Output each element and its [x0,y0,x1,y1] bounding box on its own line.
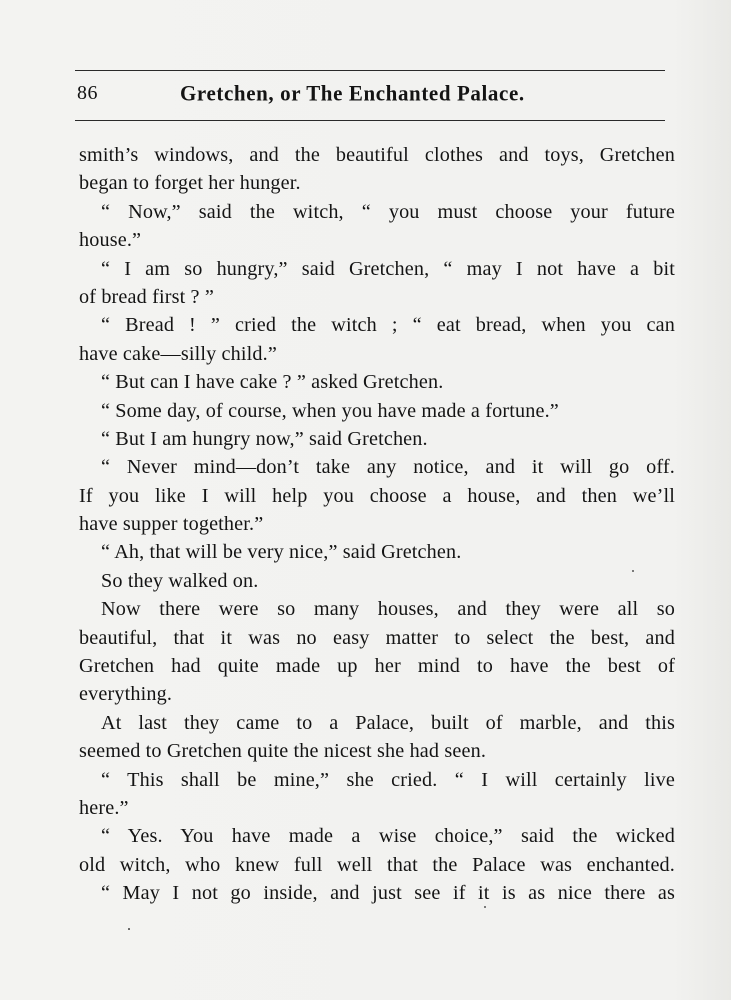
text-line: “ But can I have cake ? ” asked Gretchen. [101,371,444,394]
text-line: seemed to Gretchen quite the nicest she had seen. [79,740,487,763]
text-line: “ Bread ! ” cried the witch ; “ eat bread, when you can [101,314,675,337]
paper-speck [128,928,130,930]
body-text [79,141,675,908]
text-line: have supper together.” [79,513,264,536]
text-line: house.” [79,229,142,252]
header-top-rule [75,70,665,71]
text-line: If you like I will help you choose a house, and then we’ll [79,484,675,507]
text-line: “ Some day, of course, when you have made a fortune.” [101,399,559,422]
header-bottom-rule [75,120,665,121]
paper-speck [632,570,634,572]
text-line: beautiful, that it was no easy matter to select the best, and [79,626,675,649]
text-line: “ But I am hungry now,” said Gretchen. [101,427,428,450]
text-line: “ Never mind—don’t take any notice, and it will go off. [101,456,675,479]
text-line: have cake—silly child.” [79,342,277,365]
text-line: of bread first ? ” [79,285,214,308]
text-line: “ Yes. You have made a wise choice,” said the wicked [101,825,675,848]
text-line: old witch, who knew full well that the Palace was enchanted. [79,853,675,876]
text-line: So they walked on. [101,569,259,592]
text-line: “ I am so hungry,” said Gretchen, “ may I not have a bit [101,257,675,280]
text-line: began to forget her hunger. [79,172,301,195]
running-title: Gretchen, or The Enchanted Palace. [180,80,525,106]
running-head [75,80,665,110]
text-line: Now there were so many houses, and they were all so [101,598,675,621]
text-line: “ Ah, that will be very nice,” said Gretchen. [101,541,462,564]
page-number: 86 [77,82,98,104]
text-line: everything. [79,683,173,706]
text-line: smith’s windows, and the beautiful clothes and toys, Gretchen [79,144,675,166]
text-line: “ Now,” said the witch, “ you must choose your future [101,200,675,223]
text-line: here.” [79,796,129,819]
text-line: At last they came to a Palace, built of marble, and this [101,711,675,734]
paper-speck [484,906,486,908]
text-line: “ This shall be mine,” she cried. “ I will certainly live [101,768,675,791]
text-line: “ May I not go inside, and just see if it is as nice there as [101,882,675,905]
text-line: Gretchen had quite made up her mind to have the best of [79,655,675,678]
